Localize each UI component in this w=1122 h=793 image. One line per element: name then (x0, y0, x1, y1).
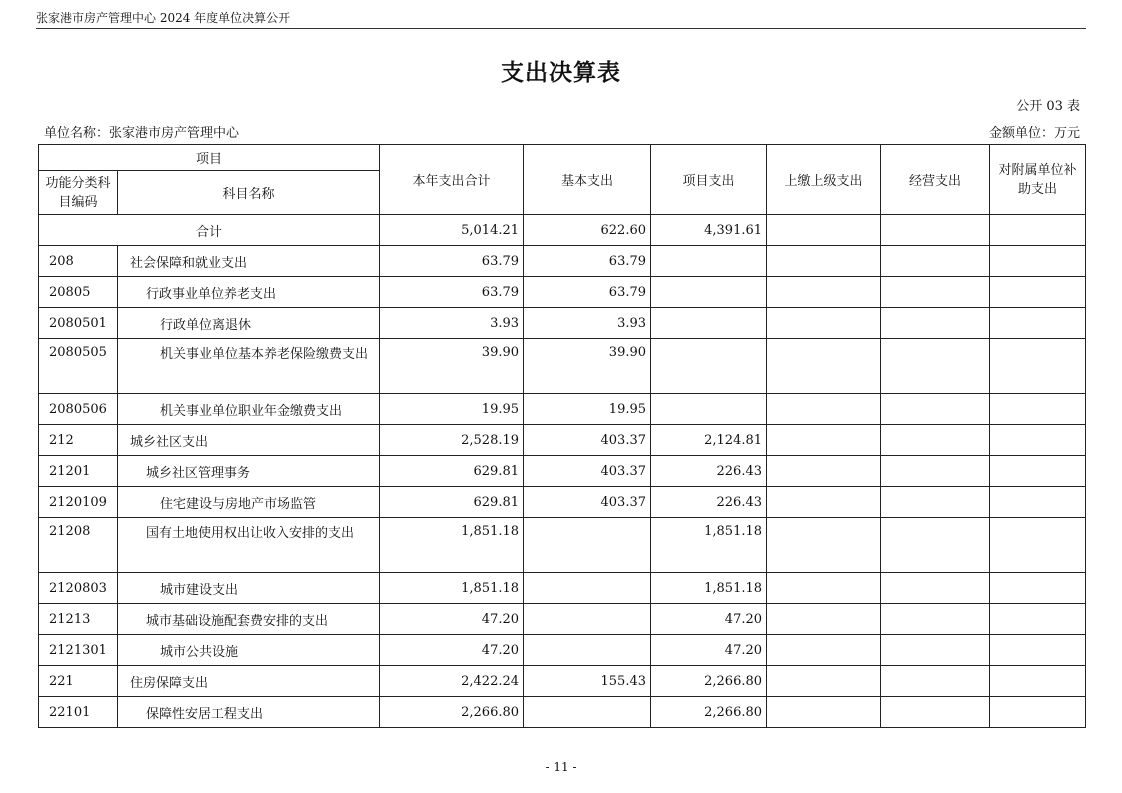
row-name: 城市基础设施配套费安排的支出 (118, 604, 380, 635)
row-upper (767, 339, 881, 394)
row-subsidiary (990, 573, 1086, 604)
total-project: 4,391.61 (651, 215, 767, 246)
row-basic: 19.95 (524, 394, 651, 425)
header-basic: 基本支出 (524, 145, 651, 215)
page-title: 支出决算表 (501, 60, 621, 86)
row-project: 47.20 (651, 604, 767, 635)
row-project (651, 246, 767, 277)
running-header-title: 张家港市房产管理中心 2024 年度单位决算公开 (36, 11, 291, 25)
row-subsidiary (990, 697, 1086, 728)
row-name: 机关事业单位职业年金缴费支出 (118, 394, 380, 425)
row-project: 1,851.18 (651, 573, 767, 604)
row-project (651, 277, 767, 308)
row-business (881, 394, 990, 425)
table-row (39, 425, 1086, 456)
row-name: 国有土地使用权出让收入安排的支出 (118, 518, 380, 573)
row-total: 2,266.80 (380, 697, 524, 728)
amount-unit: 金额单位：万元 (988, 126, 1080, 141)
total-subsidiary (990, 215, 1086, 246)
total-label: 合计 (39, 215, 380, 246)
row-upper (767, 666, 881, 697)
row-project (651, 394, 767, 425)
row-business (881, 666, 990, 697)
row-basic: 63.79 (524, 246, 651, 277)
row-upper (767, 246, 881, 277)
header-subject-name: 科目名称 (118, 171, 380, 215)
total-total: 5,014.21 (380, 215, 524, 246)
table-row (39, 518, 1086, 573)
table-row (39, 604, 1086, 635)
row-upper (767, 425, 881, 456)
row-basic: 63.79 (524, 277, 651, 308)
row-basic: 403.37 (524, 487, 651, 518)
row-total: 63.79 (380, 246, 524, 277)
row-code: 2120109 (39, 487, 118, 518)
row-subsidiary (990, 394, 1086, 425)
row-business (881, 425, 990, 456)
row-project: 2,124.81 (651, 425, 767, 456)
header-item: 项目 (39, 145, 380, 171)
row-business (881, 573, 990, 604)
row-code: 2080506 (39, 394, 118, 425)
table-row (39, 635, 1086, 666)
row-business (881, 697, 990, 728)
row-name: 城乡社区支出 (118, 425, 380, 456)
table-row (39, 456, 1086, 487)
row-project: 226.43 (651, 456, 767, 487)
table-row (39, 697, 1086, 728)
form-number: 公开 03 表 (1016, 99, 1080, 114)
table-row (39, 277, 1086, 308)
row-subsidiary (990, 308, 1086, 339)
row-basic (524, 635, 651, 666)
total-row (39, 215, 1086, 246)
header-subsidiary: 对附属单位补助支出 (990, 145, 1086, 215)
row-name: 城乡社区管理事务 (118, 456, 380, 487)
table-body (39, 215, 1086, 728)
row-total: 39.90 (380, 339, 524, 394)
row-name: 住宅建设与房地产市场监管 (118, 487, 380, 518)
row-name: 城市建设支出 (118, 573, 380, 604)
row-subsidiary (990, 277, 1086, 308)
row-project: 2,266.80 (651, 666, 767, 697)
row-basic: 403.37 (524, 456, 651, 487)
row-subsidiary (990, 518, 1086, 573)
row-business (881, 308, 990, 339)
table-row (39, 666, 1086, 697)
row-total: 629.81 (380, 456, 524, 487)
row-total: 3.93 (380, 308, 524, 339)
row-subsidiary (990, 425, 1086, 456)
header-project: 项目支出 (651, 145, 767, 215)
table-row (39, 573, 1086, 604)
row-basic: 39.90 (524, 339, 651, 394)
row-subsidiary (990, 604, 1086, 635)
table-row (39, 487, 1086, 518)
row-name: 住房保障支出 (118, 666, 380, 697)
row-total: 1,851.18 (380, 518, 524, 573)
unit-name: 单位名称：张家港市房产管理中心 (44, 126, 240, 141)
row-subsidiary (990, 456, 1086, 487)
row-upper (767, 573, 881, 604)
row-basic (524, 573, 651, 604)
table-row (39, 339, 1086, 394)
row-business (881, 246, 990, 277)
row-code: 21208 (39, 518, 118, 573)
row-basic: 155.43 (524, 666, 651, 697)
row-subsidiary (990, 487, 1086, 518)
header-upper: 上缴上级支出 (767, 145, 881, 215)
row-upper (767, 697, 881, 728)
row-code: 221 (39, 666, 118, 697)
row-total: 47.20 (380, 635, 524, 666)
row-project: 226.43 (651, 487, 767, 518)
row-name: 机关事业单位基本养老保险缴费支出 (118, 339, 380, 394)
row-basic (524, 697, 651, 728)
row-total: 63.79 (380, 277, 524, 308)
row-business (881, 604, 990, 635)
row-total: 629.81 (380, 487, 524, 518)
row-upper (767, 604, 881, 635)
row-code: 2080501 (39, 308, 118, 339)
row-code: 22101 (39, 697, 118, 728)
row-name: 行政事业单位养老支出 (118, 277, 380, 308)
row-business (881, 518, 990, 573)
row-upper (767, 487, 881, 518)
total-business (881, 215, 990, 246)
row-name: 城市公共设施 (118, 635, 380, 666)
header-business: 经营支出 (881, 145, 990, 215)
row-name: 行政单位离退休 (118, 308, 380, 339)
expenditure-table (38, 144, 1086, 728)
row-upper (767, 518, 881, 573)
row-total: 2,422.24 (380, 666, 524, 697)
table-row (39, 308, 1086, 339)
row-project (651, 339, 767, 394)
header-func-code: 功能分类科目编码 (39, 171, 118, 215)
row-basic (524, 518, 651, 573)
row-total: 19.95 (380, 394, 524, 425)
page-number: - 11 - (545, 760, 577, 774)
row-basic: 403.37 (524, 425, 651, 456)
row-subsidiary (990, 635, 1086, 666)
row-code: 2121301 (39, 635, 118, 666)
row-project (651, 308, 767, 339)
row-upper (767, 456, 881, 487)
row-upper (767, 635, 881, 666)
row-code: 208 (39, 246, 118, 277)
row-subsidiary (990, 339, 1086, 394)
row-name: 社会保障和就业支出 (118, 246, 380, 277)
row-subsidiary (990, 666, 1086, 697)
row-code: 2120803 (39, 573, 118, 604)
row-code: 2080505 (39, 339, 118, 394)
row-project: 47.20 (651, 635, 767, 666)
table-row (39, 246, 1086, 277)
row-total: 1,851.18 (380, 573, 524, 604)
total-upper (767, 215, 881, 246)
row-code: 21213 (39, 604, 118, 635)
row-project: 1,851.18 (651, 518, 767, 573)
row-name: 保障性安居工程支出 (118, 697, 380, 728)
row-total: 47.20 (380, 604, 524, 635)
row-project: 2,266.80 (651, 697, 767, 728)
header-total: 本年支出合计 (380, 145, 524, 215)
row-upper (767, 277, 881, 308)
row-basic (524, 604, 651, 635)
row-code: 212 (39, 425, 118, 456)
table-row (39, 394, 1086, 425)
row-upper (767, 394, 881, 425)
row-business (881, 339, 990, 394)
row-business (881, 277, 990, 308)
row-subsidiary (990, 246, 1086, 277)
row-basic: 3.93 (524, 308, 651, 339)
row-code: 20805 (39, 277, 118, 308)
row-code: 21201 (39, 456, 118, 487)
running-header (36, 8, 1086, 29)
row-total: 2,528.19 (380, 425, 524, 456)
total-basic: 622.60 (524, 215, 651, 246)
row-business (881, 456, 990, 487)
row-business (881, 487, 990, 518)
row-business (881, 635, 990, 666)
row-upper (767, 308, 881, 339)
